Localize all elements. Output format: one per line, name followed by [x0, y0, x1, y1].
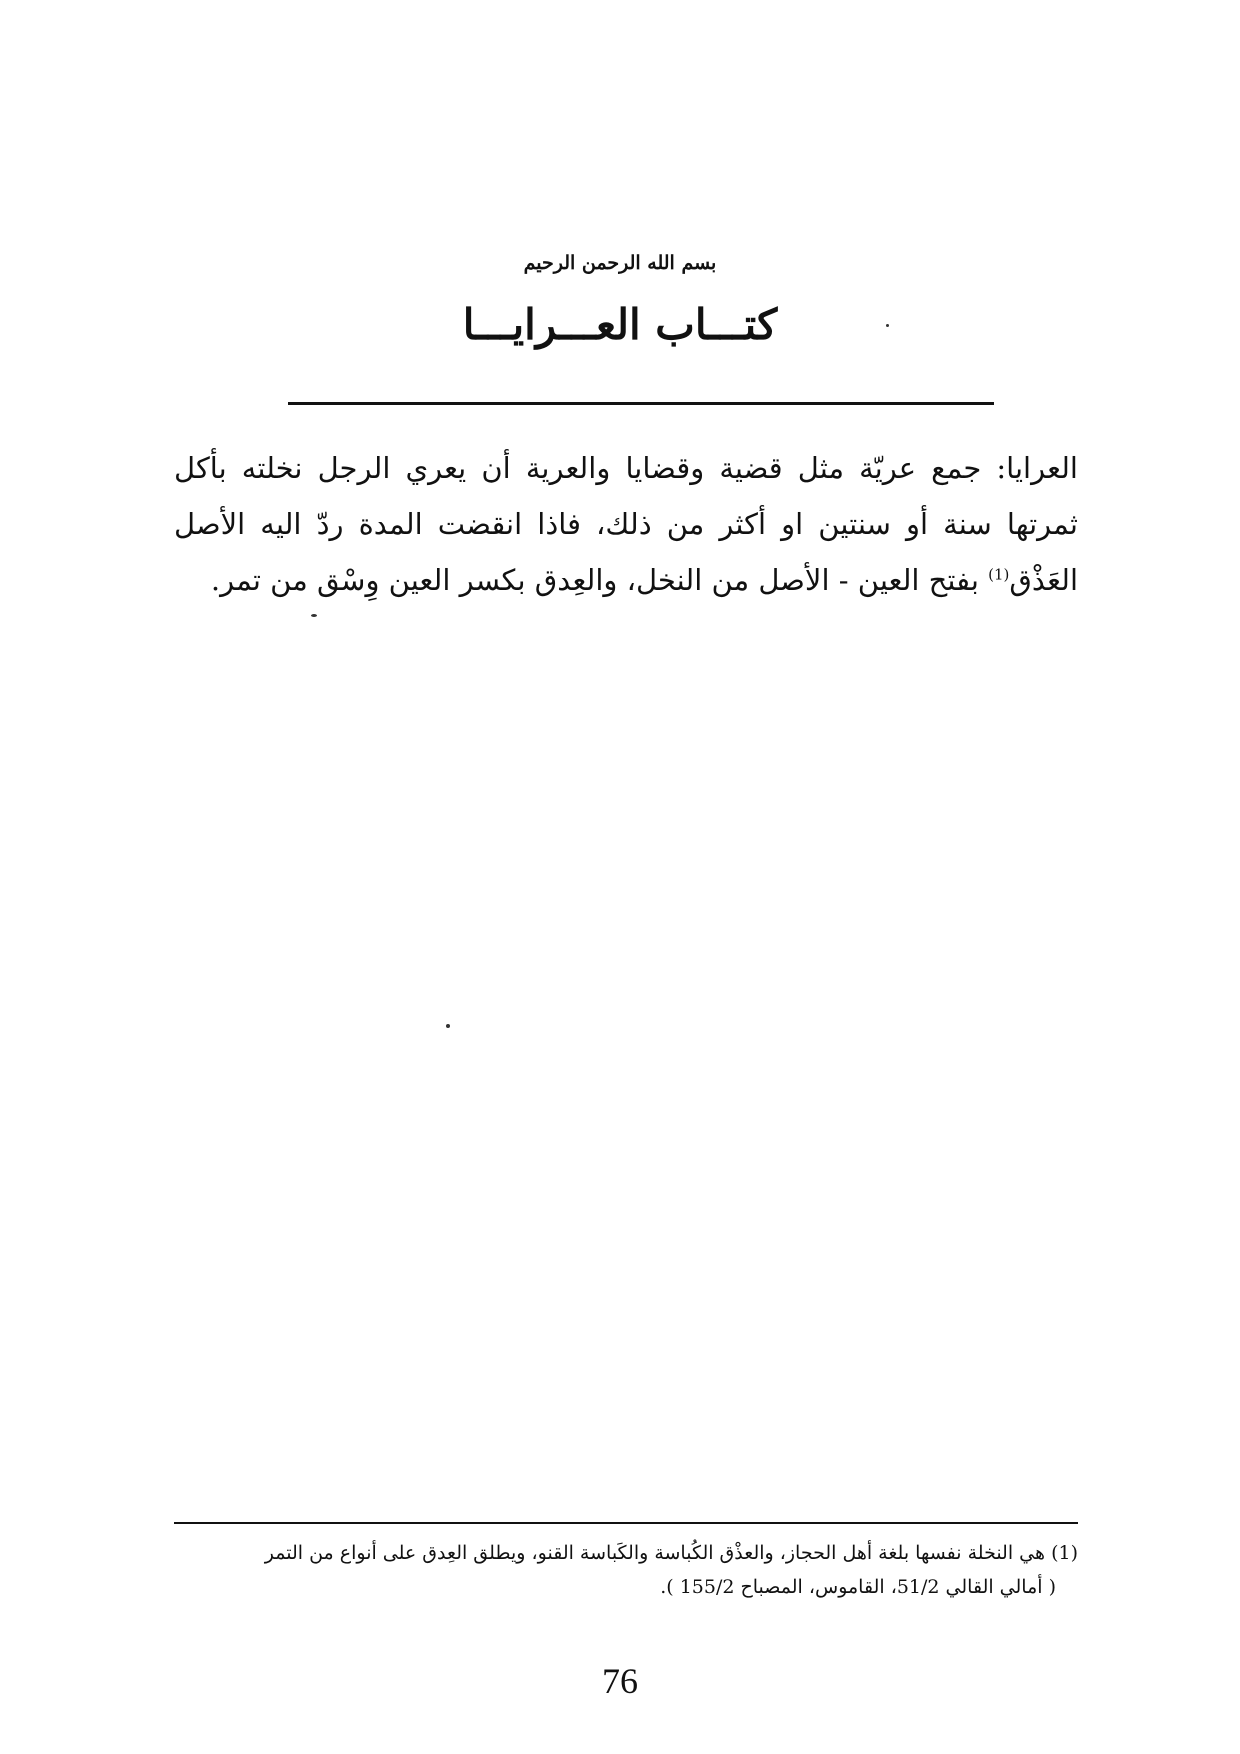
paragraph-text: العرايا: جمع عريّة مثل قضية وقضايا والعرية أن يعري الرجل نخلته بأكل ثمرتها سنة أو سنتين او أكثر من ذلك، فاذا انقضت المدة ردّ اليه الأصل العَذْق	[174, 451, 1078, 597]
main-paragraph	[174, 440, 1078, 608]
footnote	[174, 1536, 1078, 1604]
chapter-title: كتـــاب العـــرايـــا	[462, 300, 778, 349]
scan-speck	[886, 324, 889, 327]
page-number: 76	[602, 1661, 638, 1701]
footnote-line: (1) هي النخلة نفسها بلغة أهل الحجاز، والعذْق الكُباسة والكَباسة القنو، ويطلق العِدق على أنواع من التمر	[264, 1542, 1078, 1564]
footnote-line: ( أمالي القالي 51/2، القاموس، المصباح 155/2 ).	[660, 1576, 1056, 1598]
title-divider	[288, 402, 994, 405]
basmala: بسم الله الرحمن الرحيم	[523, 252, 717, 274]
footnote-divider	[174, 1522, 1078, 1524]
footnote-reference: (1)	[988, 565, 1010, 584]
paragraph-text-continued: بفتح العين - الأصل من النخل، والعِدق بكسر العين وِسْق من تمر.	[210, 563, 989, 597]
scan-speck	[311, 614, 317, 617]
scan-speck	[446, 1024, 450, 1028]
